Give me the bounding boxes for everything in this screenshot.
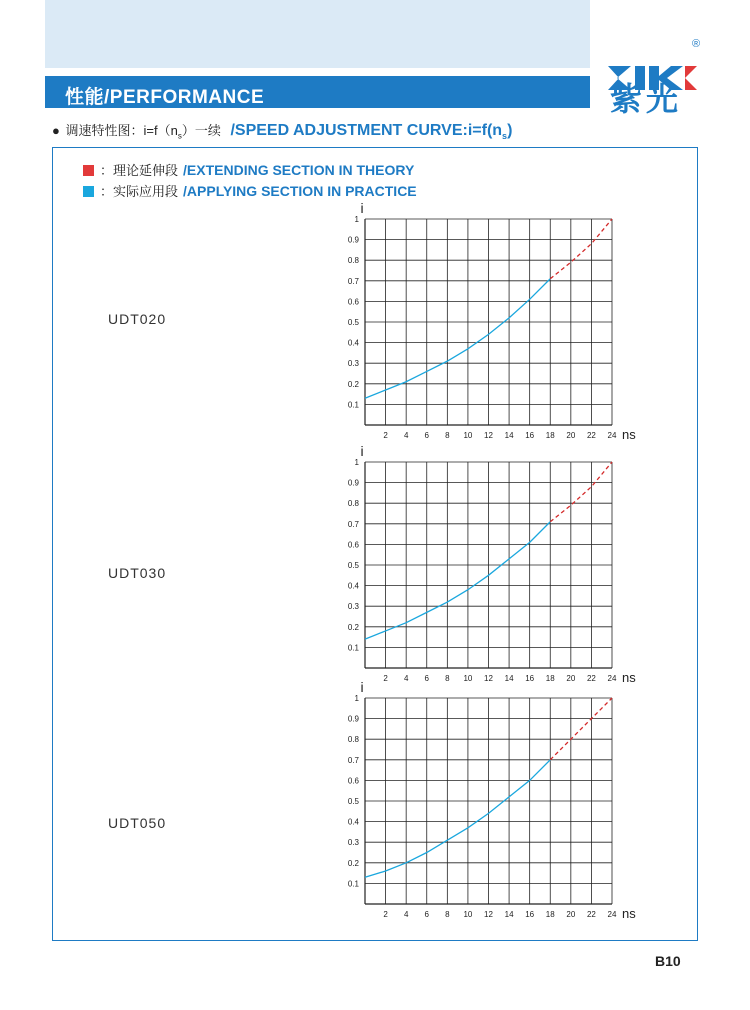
y-axis-label: i bbox=[360, 443, 364, 459]
chart-udt050 bbox=[335, 677, 645, 921]
section-title: 性能/PERFORMANCE bbox=[65, 87, 265, 108]
registered-mark: ® bbox=[692, 38, 701, 50]
x-tick-label: 24 bbox=[607, 431, 617, 440]
x-tick-label: 10 bbox=[463, 431, 473, 440]
subtitle-cn-sub: s bbox=[177, 131, 182, 141]
y-tick-label: 0.3 bbox=[347, 838, 359, 848]
series-practice-line bbox=[365, 760, 550, 877]
x-tick-label: 14 bbox=[504, 910, 514, 919]
bullet-icon: ● bbox=[52, 123, 60, 138]
y-tick-label: 0.9 bbox=[347, 235, 359, 245]
x-tick-label: 4 bbox=[403, 431, 409, 440]
y-tick-label: 1 bbox=[354, 694, 359, 703]
x-tick-label: 6 bbox=[424, 674, 429, 683]
x-tick-label: 2 bbox=[383, 910, 388, 919]
x-tick-label: 2 bbox=[383, 674, 388, 683]
y-tick-label: 1 bbox=[354, 458, 359, 467]
y-axis-label: i bbox=[360, 200, 364, 216]
red-swatch-icon bbox=[83, 165, 94, 176]
x-tick-label: 10 bbox=[463, 674, 473, 683]
x-tick-label: 8 bbox=[445, 910, 450, 919]
top-banner bbox=[45, 0, 590, 68]
subtitle-en bbox=[230, 122, 513, 142]
y-tick-label: 0.3 bbox=[347, 602, 359, 612]
x-tick-label: 2 bbox=[383, 431, 388, 440]
y-tick-label: 0.2 bbox=[347, 622, 359, 632]
brand-name: 紫光 bbox=[610, 80, 683, 118]
subtitle-en-end: ) bbox=[507, 122, 513, 139]
x-tick-label: 10 bbox=[463, 910, 473, 919]
y-tick-label: 0.5 bbox=[347, 561, 359, 570]
series-practice-line bbox=[365, 522, 550, 639]
x-tick-label: 6 bbox=[424, 910, 429, 919]
y-tick-label: 0.8 bbox=[347, 735, 359, 745]
y-tick-label: 0.7 bbox=[347, 276, 359, 286]
x-tick-label: 4 bbox=[403, 674, 409, 683]
x-tick-label: 6 bbox=[424, 431, 429, 440]
chart-udt030 bbox=[335, 441, 645, 685]
legend-practice-cn: ：实际应用段 bbox=[100, 184, 179, 199]
subtitle-cn: 调速特性图：i=f（n bbox=[65, 123, 178, 138]
x-tick-label: 16 bbox=[525, 674, 535, 683]
curve-subtitle bbox=[52, 120, 512, 141]
y-tick-label: 0.5 bbox=[347, 318, 359, 327]
x-tick-label: 20 bbox=[566, 910, 576, 919]
x-tick-label: 4 bbox=[403, 910, 409, 919]
y-tick-label: 0.1 bbox=[347, 643, 359, 653]
y-tick-label: 0.4 bbox=[347, 817, 359, 827]
series-theory-line bbox=[550, 698, 612, 760]
x-axis-label: ns bbox=[622, 906, 636, 921]
x-tick-label: 12 bbox=[484, 431, 493, 440]
chart-udt020 bbox=[335, 198, 645, 442]
x-tick-label: 24 bbox=[607, 910, 617, 919]
x-axis-label: ns bbox=[622, 427, 636, 442]
y-tick-label: 0.2 bbox=[347, 379, 359, 389]
y-tick-label: 0.8 bbox=[347, 499, 359, 509]
section-header bbox=[45, 76, 590, 108]
x-tick-label: 16 bbox=[525, 910, 535, 919]
y-tick-label: 0.6 bbox=[347, 297, 359, 307]
legend-practice-en: /APPLYING SECTION IN PRACTICE bbox=[183, 183, 417, 199]
x-tick-label: 8 bbox=[445, 674, 450, 683]
series-practice-line bbox=[365, 279, 550, 398]
y-tick-label: 0.7 bbox=[347, 755, 359, 765]
y-tick-label: 0.6 bbox=[347, 540, 359, 550]
subtitle-en-sub: s bbox=[502, 131, 508, 142]
series-theory-line bbox=[550, 219, 612, 279]
x-tick-label: 22 bbox=[586, 910, 596, 919]
y-tick-label: 0.5 bbox=[347, 797, 359, 806]
y-tick-label: 0.2 bbox=[347, 858, 359, 868]
y-tick-label: 1 bbox=[354, 215, 359, 224]
x-tick-label: 18 bbox=[545, 910, 555, 919]
y-tick-label: 0.1 bbox=[347, 400, 359, 410]
legend-theory-en: /EXTENDING SECTION IN THEORY bbox=[183, 162, 415, 178]
x-tick-label: 12 bbox=[484, 674, 493, 683]
subtitle-en-main: /SPEED ADJUSTMENT CURVE:i=f(n bbox=[230, 122, 503, 139]
legend-theory-cn: ：理论延伸段 bbox=[100, 163, 179, 178]
subtitle-cn-end: ）一续 bbox=[181, 123, 221, 138]
blue-swatch-icon bbox=[83, 186, 94, 197]
y-axis-label: i bbox=[360, 679, 364, 695]
y-tick-label: 0.1 bbox=[347, 879, 359, 889]
y-tick-label: 0.3 bbox=[347, 359, 359, 369]
x-tick-label: 18 bbox=[545, 674, 555, 683]
x-tick-label: 12 bbox=[484, 910, 493, 919]
x-tick-label: 14 bbox=[504, 674, 514, 683]
x-tick-label: 20 bbox=[566, 431, 576, 440]
y-tick-label: 0.4 bbox=[347, 581, 359, 591]
model-label-udt030: UDT030 bbox=[108, 565, 167, 581]
y-tick-label: 0.6 bbox=[347, 776, 359, 786]
model-label-udt020: UDT020 bbox=[108, 311, 167, 327]
model-label-udt050: UDT050 bbox=[108, 815, 167, 831]
x-axis-label: ns bbox=[622, 670, 636, 685]
x-tick-label: 22 bbox=[586, 431, 596, 440]
x-tick-label: 16 bbox=[525, 431, 535, 440]
series-theory-line bbox=[550, 462, 612, 522]
y-tick-label: 0.9 bbox=[347, 714, 359, 724]
y-tick-label: 0.9 bbox=[347, 478, 359, 488]
x-tick-label: 22 bbox=[586, 674, 596, 683]
x-tick-label: 18 bbox=[545, 431, 555, 440]
legend-theory bbox=[83, 160, 414, 179]
y-tick-label: 0.4 bbox=[347, 338, 359, 348]
x-tick-label: 24 bbox=[607, 674, 617, 683]
x-tick-label: 8 bbox=[445, 431, 450, 440]
y-tick-label: 0.7 bbox=[347, 519, 359, 529]
x-tick-label: 20 bbox=[566, 674, 576, 683]
y-tick-label: 0.8 bbox=[347, 256, 359, 266]
page-number: B10 bbox=[655, 953, 681, 969]
x-tick-label: 14 bbox=[504, 431, 514, 440]
